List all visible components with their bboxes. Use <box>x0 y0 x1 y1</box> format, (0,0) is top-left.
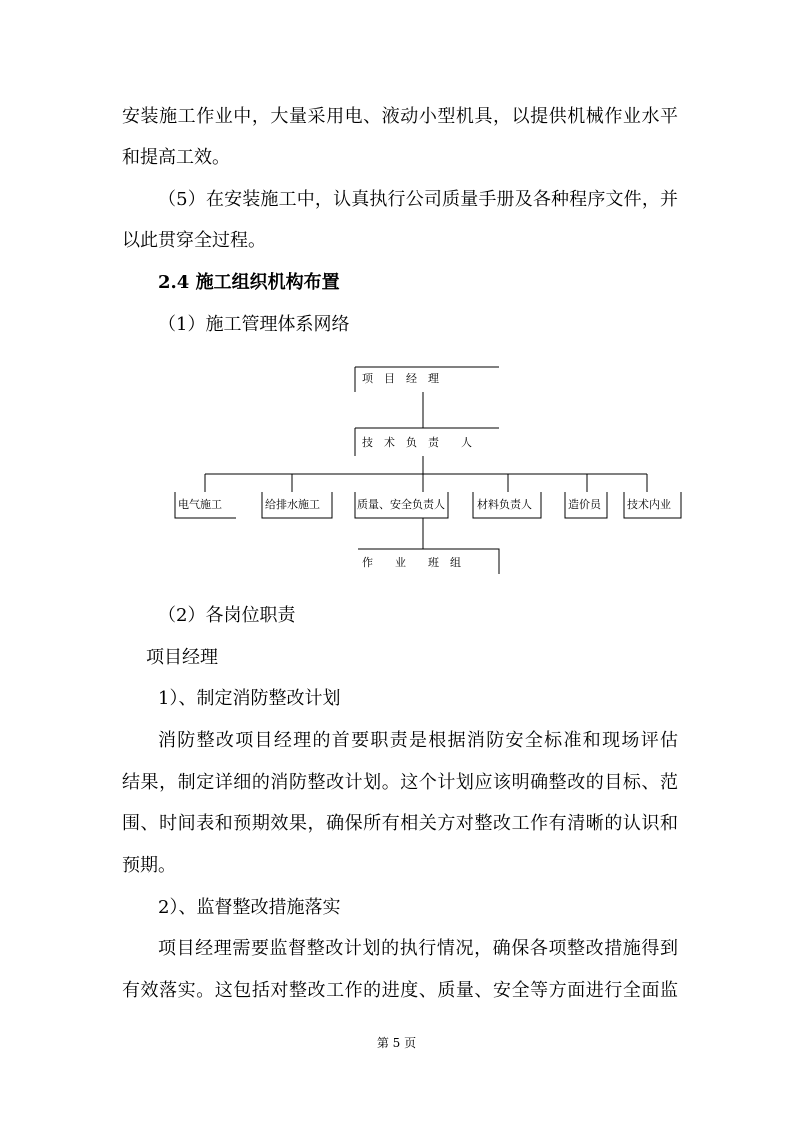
org-node-cost: 造价员 <box>568 498 601 511</box>
section-heading: 2.4 施工组织机构布置 <box>158 272 340 293</box>
item-title: 1）、制定消防整改计划 <box>158 688 341 709</box>
paragraph-line: 预期。 <box>122 855 176 876</box>
org-node-technical-lead: 技 术 负 责 人 <box>362 436 472 449</box>
paragraph-line: 项目经理需要监督整改计划的执行情况，确保各项整改措施得到 <box>158 938 678 959</box>
paragraph-line: 有效落实。这包括对整改工作的进度、质量、安全等方面进行全面监 <box>122 980 678 1001</box>
paragraph-line: （5）在安装施工中，认真执行公司质量手册及各种程序文件，并 <box>158 189 678 210</box>
org-node-tech-docs: 技术内业 <box>627 498 671 511</box>
paragraph-line: 和提高工效。 <box>122 147 230 168</box>
paragraph-line: 围、时间表和预期效果，确保所有相关方对整改工作有清晰的认识和 <box>122 813 678 834</box>
org-node-project-manager: 项 目 经 理 <box>362 372 439 385</box>
org-node-work-team: 作 业 班 组 <box>362 556 461 569</box>
paragraph-line: 安装施工作业中，大量采用电、液动小型机具，以提供机械作业水平 <box>122 106 678 127</box>
page-number: 第 5 页 <box>376 1036 417 1050</box>
org-node-electrical: 电气施工 <box>178 498 222 511</box>
subsection-title: （2）各岗位职责 <box>158 605 296 626</box>
subsection-title: （1）施工管理体系网络 <box>158 314 350 335</box>
org-node-quality-safety: 质量、安全负责人 <box>357 498 445 511</box>
org-node-materials: 材料负责人 <box>477 498 532 511</box>
item-title: 2）、监督整改措施落实 <box>158 897 341 918</box>
paragraph-line: 消防整改项目经理的首要职责是根据消防安全标准和现场评估 <box>158 730 678 751</box>
role-title: 项目经理 <box>146 647 218 668</box>
org-node-plumbing: 给排水施工 <box>265 498 320 511</box>
paragraph-line: 结果，制定详细的消防整改计划。这个计划应该明确整改的目标、范 <box>122 772 678 793</box>
paragraph-line: 以此贯穿全过程。 <box>122 230 266 251</box>
